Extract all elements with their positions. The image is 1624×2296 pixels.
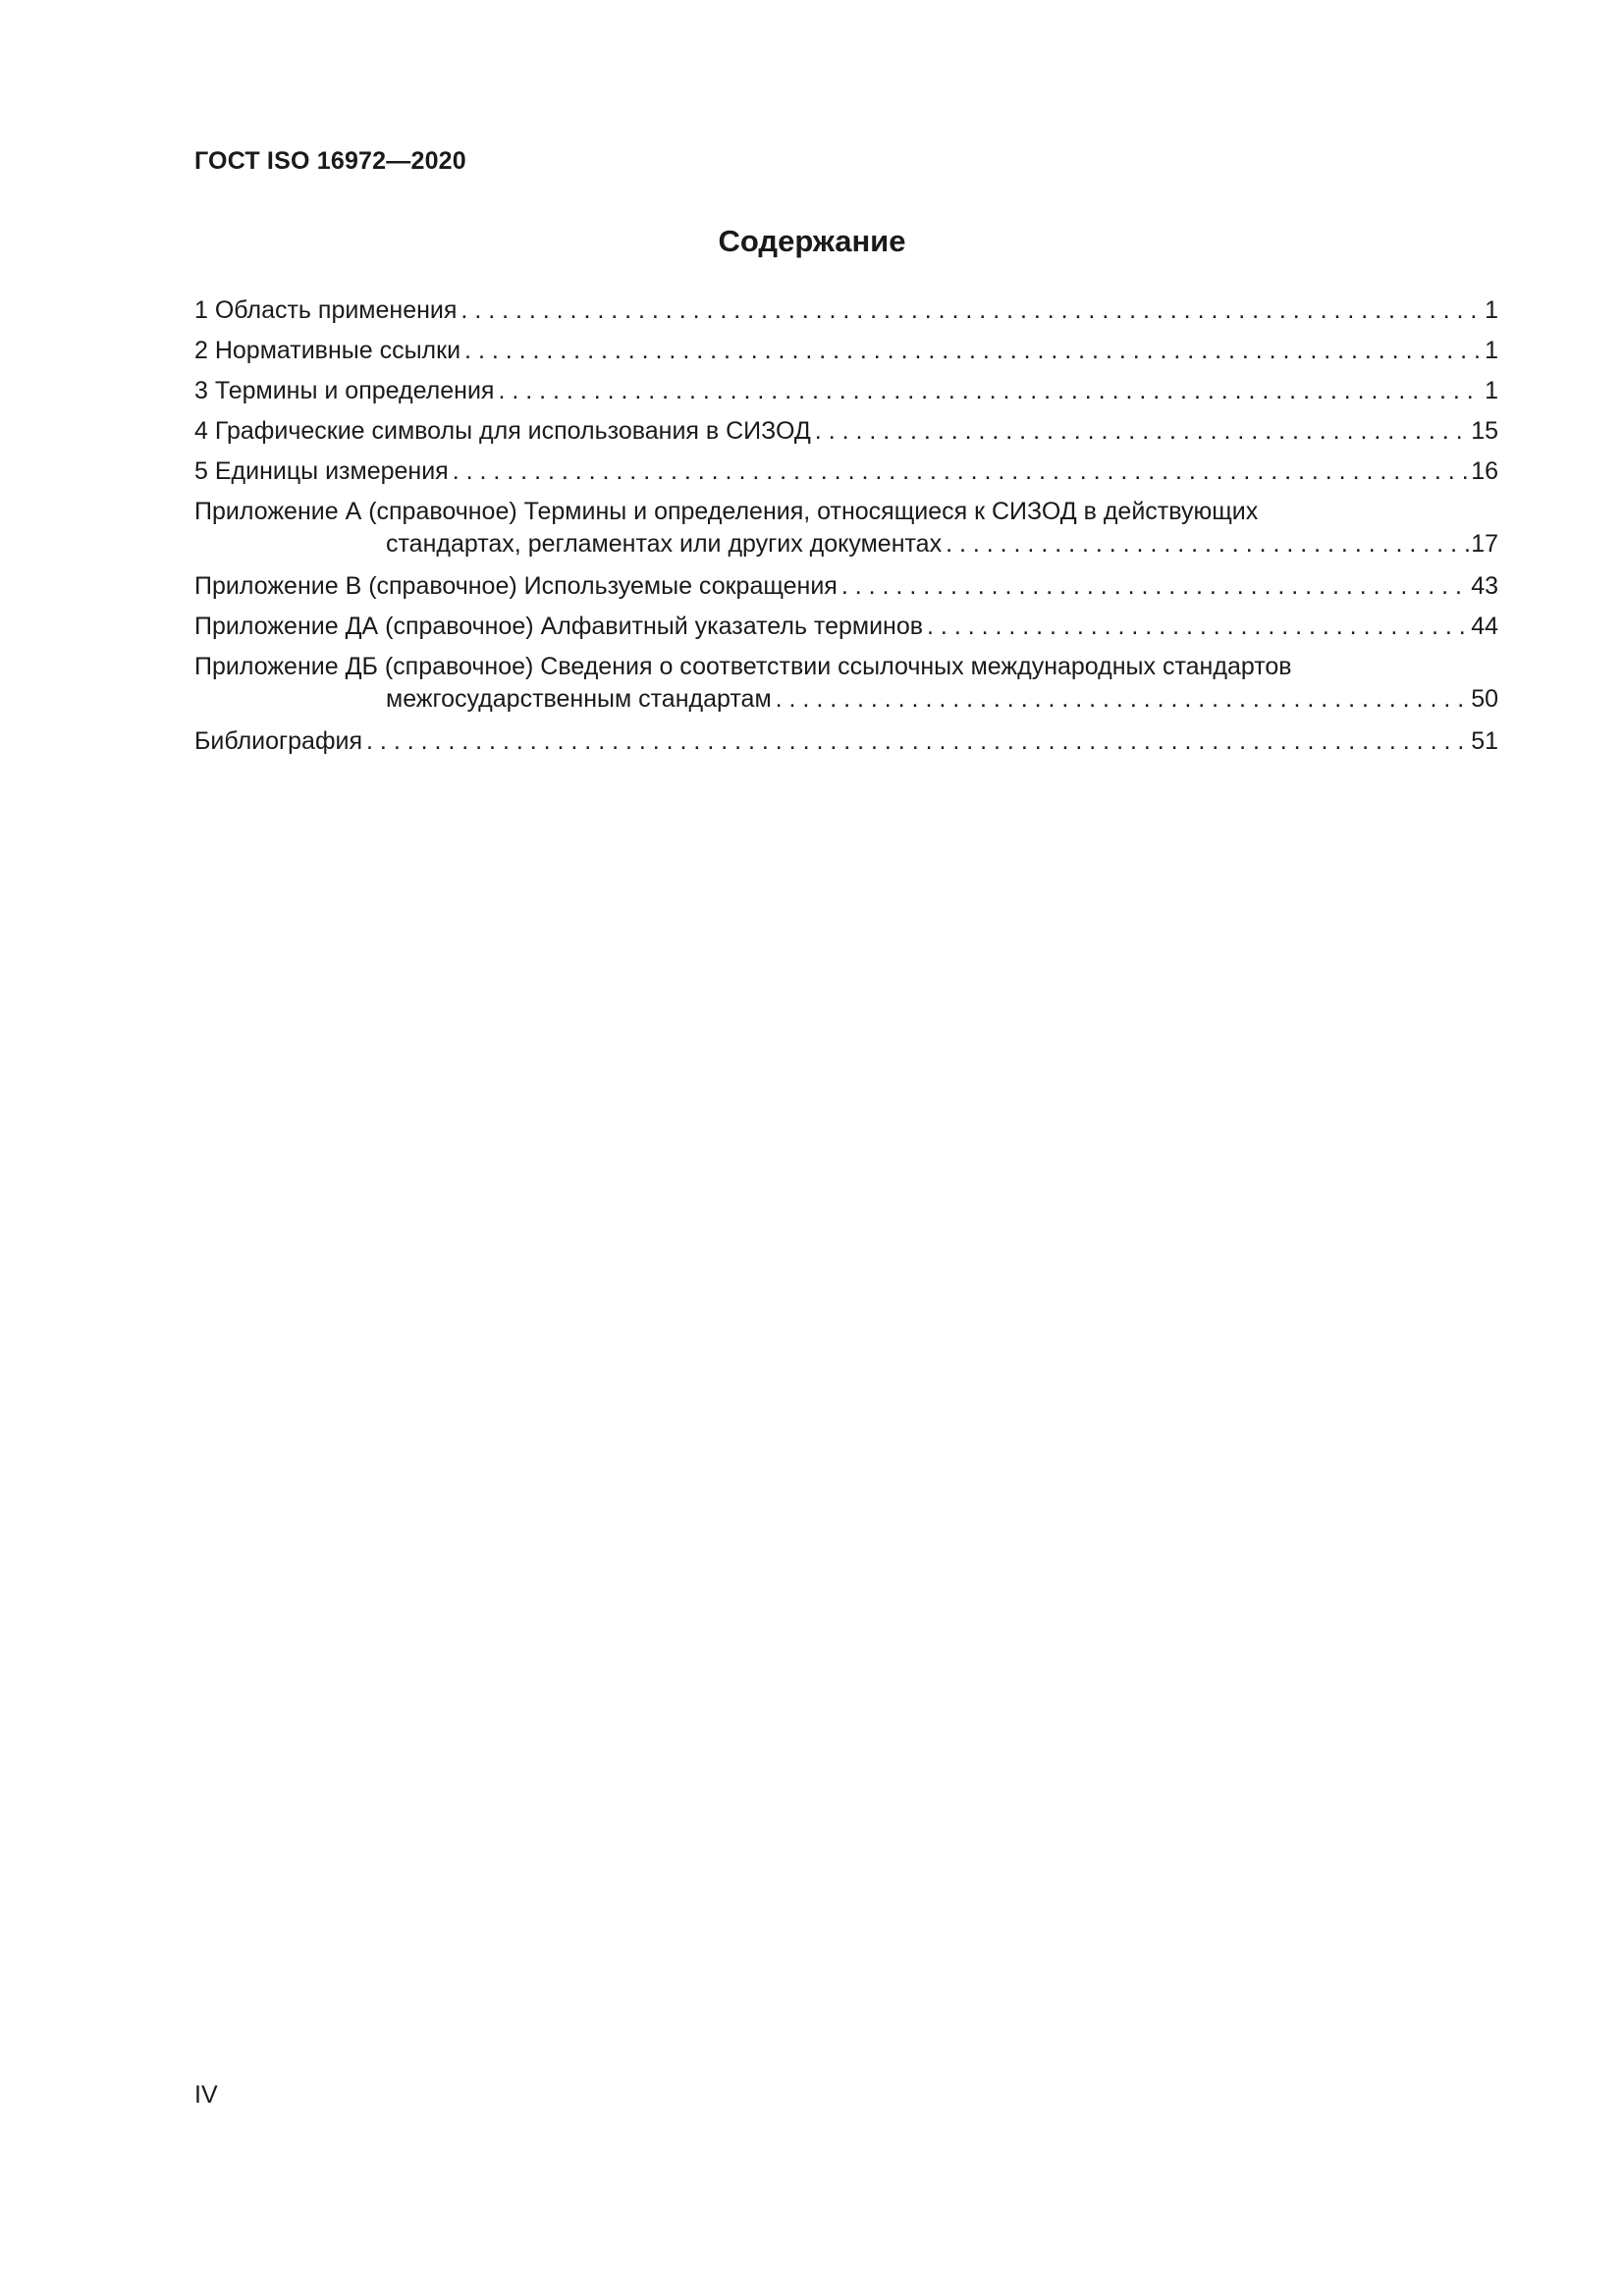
toc-dot-leader (927, 612, 1469, 642)
toc-entry-page: 51 (1471, 727, 1498, 755)
toc-entry-text: Приложение ДА (справочное) Алфавитный указатель терминов (194, 613, 924, 640)
toc-title: Содержание (718, 224, 906, 258)
toc-dot-leader (498, 376, 1483, 406)
toc-entry-bibliography[interactable] (194, 726, 1498, 767)
document-id: ГОСТ ISO 16972—2020 (194, 147, 466, 175)
toc-entry-units[interactable] (194, 456, 1498, 497)
toc-entry-page: 1 (1485, 377, 1498, 404)
toc-entry-text: Приложение В (справочное) Используемые сокращения (194, 572, 838, 600)
toc-entry-text: 5 Единицы измерения (194, 457, 449, 485)
toc-entry-scope[interactable] (194, 295, 1498, 336)
toc-entry-text: 2 Нормативные ссылки (194, 337, 461, 364)
toc-entry-text-continuation: стандартах, регламентах или других документах (386, 530, 943, 558)
toc-entry-page: 43 (1471, 572, 1498, 600)
toc-entry-graphic-symbols[interactable] (194, 416, 1498, 456)
toc-entry-text: Приложение А (справочное) Термины и определения, относящиеся к СИЗОД в действующих (194, 498, 1259, 525)
toc-entry-text: Приложение ДБ (справочное) Сведения о соответствии ссылочных международных стандартов (194, 653, 1292, 680)
toc-dot-leader (841, 571, 1469, 602)
toc-dot-leader (776, 684, 1470, 715)
toc-entry-page: 15 (1471, 417, 1498, 445)
toc-dot-leader (464, 336, 1483, 366)
toc-entry-page: 16 (1471, 457, 1498, 485)
toc-entry-text: 3 Термины и определения (194, 377, 495, 404)
toc-entry-text: 1 Область применения (194, 296, 458, 324)
toc-entry-text: 4 Графические символы для использования в СИЗОД (194, 417, 811, 445)
toc-dot-leader (460, 295, 1483, 326)
page-number: IV (194, 2081, 218, 2109)
toc-entry-annex-db[interactable] (194, 652, 1498, 726)
toc-entry-annex-a[interactable] (194, 497, 1498, 571)
table-of-contents (194, 295, 1498, 767)
toc-dot-leader (815, 416, 1469, 447)
toc-entry-page: 1 (1485, 296, 1498, 324)
toc-entry-text: Библиография (194, 727, 363, 755)
toc-entry-normative-references[interactable] (194, 336, 1498, 376)
toc-dot-leader (453, 456, 1469, 487)
toc-dot-leader (946, 529, 1469, 560)
toc-entry-text-continuation: межгосударственным стандартам (386, 685, 772, 713)
toc-dot-leader (366, 726, 1469, 757)
toc-entry-terms-definitions[interactable] (194, 376, 1498, 416)
toc-entry-page: 44 (1471, 613, 1498, 640)
toc-entry-page: 1 (1485, 337, 1498, 364)
toc-entry-annex-b[interactable] (194, 571, 1498, 612)
toc-entry-page: 50 (1471, 685, 1498, 713)
toc-entry-annex-da[interactable] (194, 612, 1498, 652)
toc-entry-page: 17 (1471, 530, 1498, 558)
